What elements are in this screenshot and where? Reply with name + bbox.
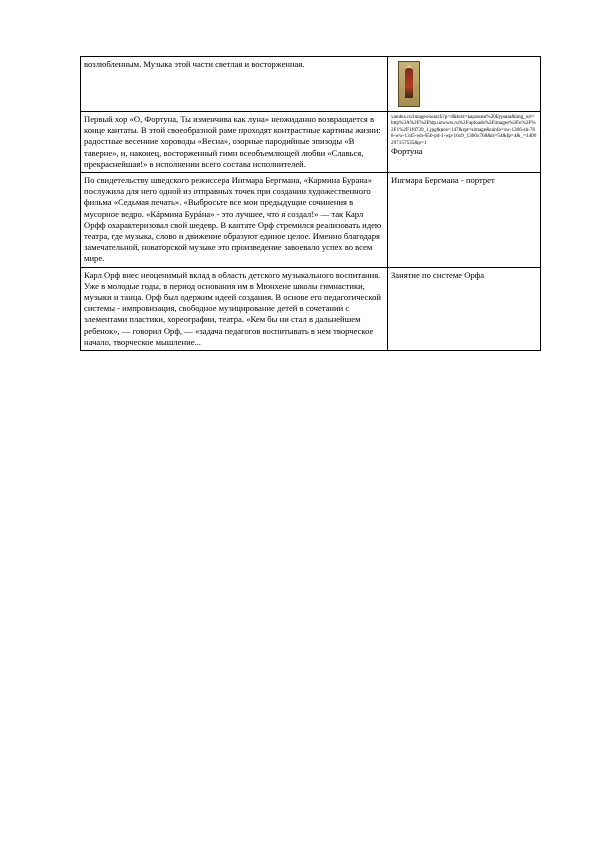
table-row — [81, 267, 541, 350]
row-2-text: Первый хор «О, Фортуна, Ты изменчива как луна» неожиданно возвращается в конце кантаты. В этой своеобразной раме проходят контрастные картины жизни: радостные весенние хороводы «Весна», озорные пародийные эпизоды «В таверне», и, наконец, восторженный гимн всеобъемлющей любви «Славься, прекраснейшая!» в исполнении всего состава исполнителей. — [81, 112, 388, 173]
row-4-label: Занятие по системе Орфа — [388, 267, 541, 350]
row-1-media — [388, 57, 541, 112]
table-row — [81, 173, 541, 268]
fortuna-image-thumbnail[interactable] — [398, 61, 420, 107]
row-3-text: По свидетельству шведского режиссера Ингмара Бергмана, «Кармина Бурана» послужила для него одной из отправных точек при создании художественного фильма «Седьмая печать». «Выбросьте все мои предыдущие сочинения в мусорное ведро. «Кáрмина Бурáна» - это лучшее, что я создал!» — так Карл Орфф охарактеризовал свой шедевр. В кантате Орф стремился реализовать идею театра, где музыка, слово и движение образуют единое целое. Именно благодаря замечательной, новаторской музыке это произведение завоевало успех во всем мире. — [81, 173, 388, 268]
image-source-link[interactable]: yandex.ru/images/search?p=4&text=карлмин%20Бурана&img_url=http%3A%2F%2Fhtp.uzwww.ru%2Fuploads%2Fimages%2Fo%2F%2F1%2F1fd739_1.jpg&pos=147&rpt=simage&uinfo=sw-1366-sh-768-ww-1345-wh-656-pd-1-wp-16x9_1366x768&lr=54&fp=4&_=1406297157535&p=1 — [391, 114, 537, 146]
table-row — [81, 57, 541, 112]
row-1-text: возлюбленным. Музыка этой части светлая и восторженная. — [81, 57, 388, 112]
table-row — [81, 112, 541, 173]
image-caption: Фортуна — [391, 146, 423, 157]
figure-body-icon — [405, 68, 413, 98]
row-3-label: Ингмара Бергмана - портрет — [388, 173, 541, 268]
row-2-media — [388, 112, 541, 173]
content-table — [80, 56, 541, 351]
row-4-text: Карл Орф внес неоценимый вклад в область детского музыкального воспитания. Уже в молодые годы, в период основания им в Мюнхене школы гимнастики, музыки и танца. Орф был одержим идеей создания. В основе его педагогической системы - импровизация, свободное музицирование детей в сочетании с элементами пластики, хореографии, театра. «Кем бы ни стал в дальнейшем ребенок», — говорил Орф, — «задача педагогов воспитывать в нем творческое начало, творческое мышление... — [81, 267, 388, 350]
